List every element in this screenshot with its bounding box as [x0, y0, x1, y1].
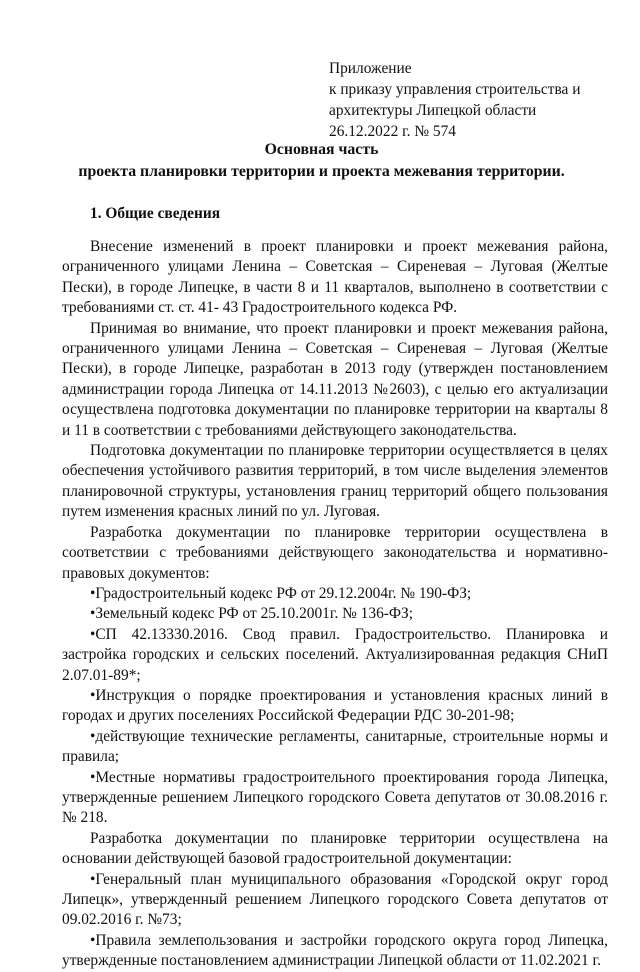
- bullet-item: • Местные нормативы градостроительного проектирования города Липецка, утвержденные решением Липецкого городского Совета депутатов от 30.08.2016 г. № 218.: [62, 768, 608, 829]
- title-line-sub: проекта планировки территории и проекта межевания территории.: [78, 163, 565, 180]
- paragraph: Разработка документации по планировке территории осуществлена в соответствии с требованиями действующего законодательства и нормативно-правовых документов:: [62, 523, 608, 582]
- annex-title: Приложение: [329, 60, 412, 77]
- bullet-item: • действующие технические регламенты, санитарные, строительные нормы и правила;: [62, 727, 608, 768]
- section-heading: 1. Общие сведения: [90, 205, 221, 222]
- body-text: [62, 237, 608, 972]
- annex-order-ref: к приказу управления строительства и: [329, 81, 581, 98]
- annex-block: [329, 58, 629, 142]
- bullet-item: • Правила землепользования и застройки городского округа город Липецка, утвержденные постановлением администрации Липецкой области от 11.02.2021 г.: [62, 931, 608, 972]
- bullet-item: • Инструкция о порядке проектирования и установления красных линий в городах и других поселениях Российской Федерации РДС 30-201-98;: [62, 686, 608, 727]
- bullet-item: • СП 42.13330.2016. Свод правил. Градостроительство. Планировка и застройка городских и сельских поселений. Актуализированная редакция СНиП 2.07.01-89*;: [62, 625, 608, 686]
- paragraph: Разработка документации по планировке территории осуществлена на основании действующей базовой градостроительной документации:: [62, 829, 608, 868]
- bullet-item: • Градостроительный кодекс РФ от 29.12.2004г. № 190-ФЗ;: [62, 584, 608, 604]
- paragraph: Подготовка документации по планировке территории осуществляется в целях обеспечения устойчивого развития территорий, в том числе выделения элементов планировочной структуры, установления границ территорий общего пользования путем изменения красных линий по ул. Луговая.: [62, 442, 608, 521]
- paragraph: Внесение изменений в проект планировки и проект межевания района, ограниченного улицами Ленина – Советская – Сиреневая – Луговая (Желтые Пески), в городе Липецке, в части 8 и 11 кварталов, выполнено в соответствии с требованиями ст. ст. 41- 43 Градостроительного кодекса РФ.: [62, 238, 608, 317]
- document-title: [34, 139, 609, 183]
- annex-authority: архитектуры Липецкой области: [329, 102, 537, 119]
- bullet-item: • Генеральный план муниципального образования «Городской округ город Липецк», утвержденный решением Липецкого городского Совета депутатов от 09.02.2016 г. №73;: [62, 870, 608, 931]
- annex-date-number: 26.12.2022 г. № 574: [329, 123, 456, 140]
- paragraph: Принимая во внимание, что проект планировки и проект межевания района, ограниченного улицами Ленина – Советская – Сиреневая – Луговая (Желтые Пески), в городе Липецке, разработан в 2013 году (утвержден постановлением администрации города Липецка от 14.11.2013 №2603), с целью его актуализации осуществлена подготовка документации по планировке территории на кварталы 8 и 11 в соответствии с требованиями действующего законодательства.: [62, 319, 608, 439]
- bullet-item: • Земельный кодекс РФ от 25.10.2001г. № 136-ФЗ;: [62, 604, 608, 624]
- title-line-main: Основная часть: [264, 141, 379, 158]
